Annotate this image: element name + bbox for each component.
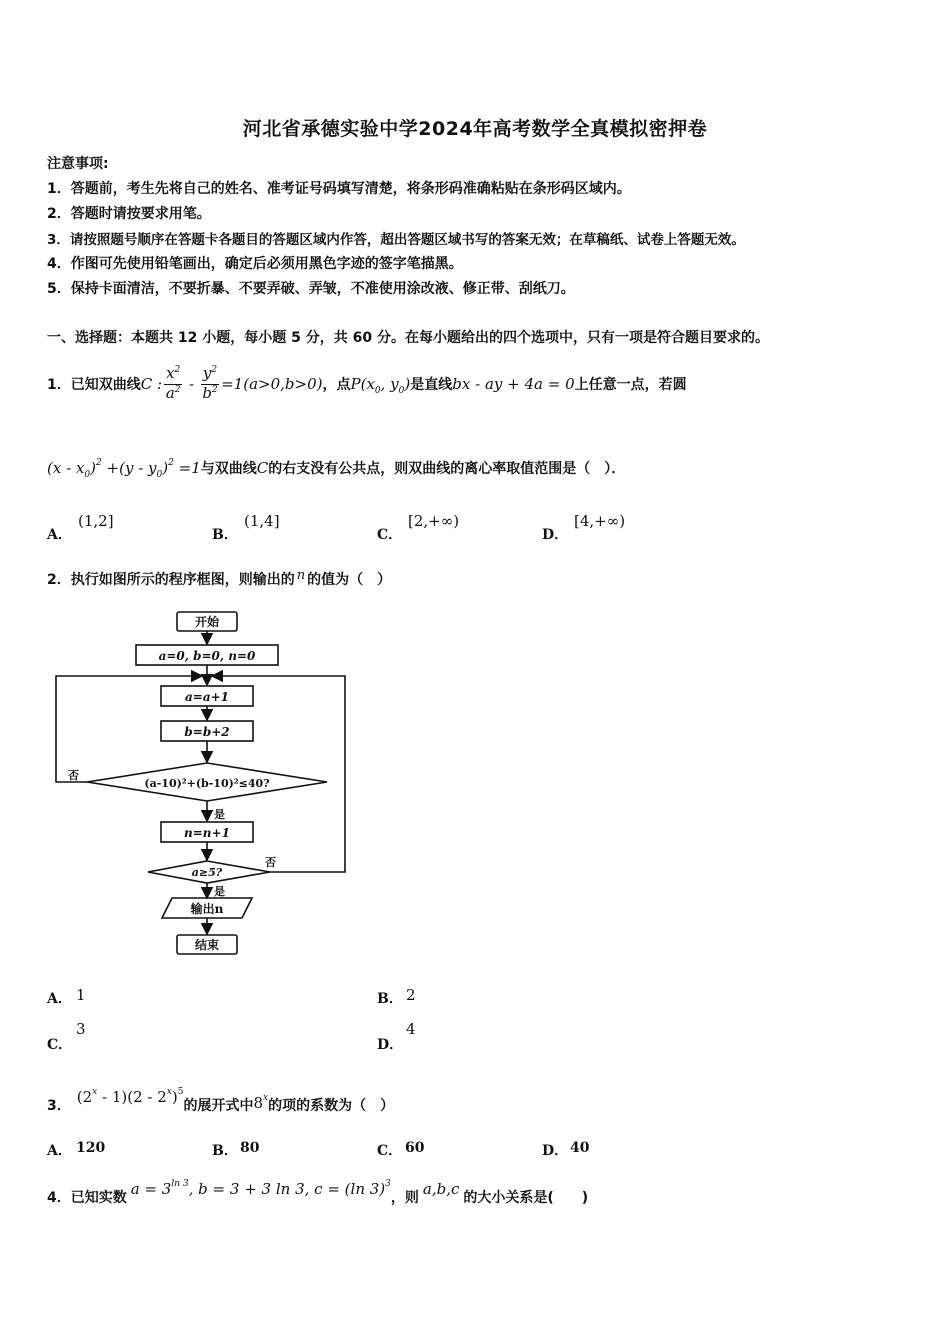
question-1-line-2 — [47, 455, 625, 481]
q1-option-c-label: C． — [377, 527, 403, 543]
q1-option-a-value: (1,2] — [78, 512, 114, 530]
q2-option-c-value: 3 — [76, 1020, 86, 1038]
note-item-5: 5．保持卡面清洁，不要折暴、不要弄破、弄皱，不准使用涂改液、修正带、刮纸刀。 — [47, 281, 575, 297]
q3-option-c-value: 60 — [405, 1140, 425, 1156]
flow-output-text: 输出n — [190, 902, 224, 916]
flow-cond2-text: a≥5? — [191, 866, 223, 879]
q1-option-b-label: B． — [212, 527, 238, 543]
q2-text-post: 的值为（ ） — [307, 572, 392, 588]
note-item-4: 4．作图可先使用铅笔画出，确定后必须用黑色字迹的签字笔描黑。 — [47, 256, 463, 272]
q2-option-b-label: B． — [377, 991, 403, 1007]
q1-c-symbol: C — [256, 459, 269, 477]
notes-heading: 注意事项: — [47, 156, 109, 172]
flow-yes2-text: 是 — [214, 885, 225, 898]
section-heading: 一、选择题：本题共 12 小题，每小题 5 分，共 60 分。在每小题给出的四个选项中，只有一项是符合题目要求的。 — [47, 330, 769, 346]
flow-yes1-text: 是 — [214, 808, 225, 821]
question-3-text — [47, 1082, 394, 1112]
q2-option-a-label: A． — [47, 991, 72, 1007]
q3-option-d-value: 40 — [570, 1140, 590, 1156]
note-item-2: 2．答题时请按要求用笔。 — [47, 206, 211, 222]
q3-option-a-label: A． — [47, 1143, 72, 1159]
q4-definitions: $a = 3^{ln 3}$, b = 3 + 3 ln 3, c = (ln 3)$^3$ — [130, 1179, 391, 1198]
q3-expression: (2$^x$ - 1)(2 - 2$^x$)$^5$ — [76, 1087, 184, 1106]
flow-no1-text: 否 — [68, 769, 79, 782]
flow-init-text: a=0, b=0, n=0 — [158, 649, 256, 663]
flow-step3-text: n=n+1 — [184, 826, 230, 840]
q1-hyperbola-formula: C : $\frac{x^2}{a^2}$ - $\frac{y^2}{b^2}$ =1( a >0, b >0) — [140, 363, 323, 402]
question-1-line-1 — [47, 362, 687, 406]
q2-option-d-label: D． — [377, 1037, 404, 1053]
q2-option-d-value: 4 — [406, 1020, 416, 1038]
question-2-text — [47, 569, 391, 589]
q3-text-2: 的项的系数为（ ） — [268, 1098, 395, 1114]
q3-option-d-label: D． — [542, 1143, 569, 1159]
q2-option-c-label: C． — [47, 1037, 73, 1053]
q1-option-a-label: A． — [47, 527, 72, 543]
q3-term: 8$^x$ — [253, 1093, 269, 1112]
note-item-1: 1．答题前，考生先将自己的姓名、准考证号码填写清楚，将条形码准确粘贴在条形码区域内。 — [47, 181, 631, 197]
q1-point-formula: $P(x_0$, $y_0$) — [350, 375, 411, 396]
q2-option-b-value: 2 — [406, 986, 416, 1004]
q1-option-c-value: [2,+∞) — [408, 512, 460, 530]
page-title: 河北省承德实验中学2024年高考数学全真模拟密押卷 — [242, 118, 708, 140]
q1-text-3: 上任意一点，若圆 — [574, 377, 687, 393]
q4-text-1: ，则 — [390, 1190, 419, 1206]
q1-text-2: 是直线 — [410, 377, 453, 393]
q1-text-5: 的右支没有公共点，则双曲线的离心率取值范围是（ ）． — [268, 461, 626, 477]
flowchart — [40, 605, 360, 960]
q4-number: 4．已知实数 — [47, 1190, 127, 1206]
q3-text-1: 的展开式中 — [183, 1098, 254, 1114]
q4-vars: a,b,c — [422, 1180, 460, 1198]
flow-cond1-text: (a-10)²+(b-10)²≤40? — [144, 777, 270, 790]
q3-option-a-value: 120 — [76, 1140, 106, 1156]
q1-number: 1．已知双曲线 — [47, 377, 141, 393]
note-item-3: 3．请按照题号顺序在答题卡各题目的答题区域内作答，超出答题区域书写的答案无效；在草稿纸、试卷上答题无效。 — [47, 232, 745, 248]
q3-option-b-value: 80 — [240, 1140, 260, 1156]
q1-option-d-value: [4,+∞) — [574, 512, 626, 530]
flow-step1-text: a=a+1 — [184, 690, 230, 704]
q2-variable-n: n — [296, 567, 306, 583]
flow-no2-text: 否 — [265, 856, 276, 869]
q3-number: 3． — [47, 1098, 71, 1114]
question-4-text — [47, 1174, 588, 1204]
q1-line-formula: bx - ay + 4a = 0 — [452, 375, 575, 393]
q1-text-1: ，点 — [322, 377, 351, 393]
q4-text-2: 的大小关系是( ) — [463, 1190, 589, 1206]
q1-option-b-value: (1,4] — [244, 512, 280, 530]
q1-option-d-label: D． — [542, 527, 569, 543]
q1-text-4: 与双曲线 — [200, 461, 257, 477]
flow-end-text: 结束 — [194, 938, 220, 952]
flow-start-text: 开始 — [194, 615, 220, 629]
q2-text-pre: 2．执行如图所示的程序框图，则输出的 — [47, 572, 295, 588]
flow-step2-text: b=b+2 — [184, 725, 230, 739]
q3-option-b-label: B． — [212, 1143, 238, 1159]
q2-option-a-value: 1 — [76, 986, 86, 1004]
q3-option-c-label: C． — [377, 1143, 403, 1159]
q1-circle-formula: $(x - x_0)^2 +(y - y_0)^2 =1$ — [47, 458, 201, 480]
